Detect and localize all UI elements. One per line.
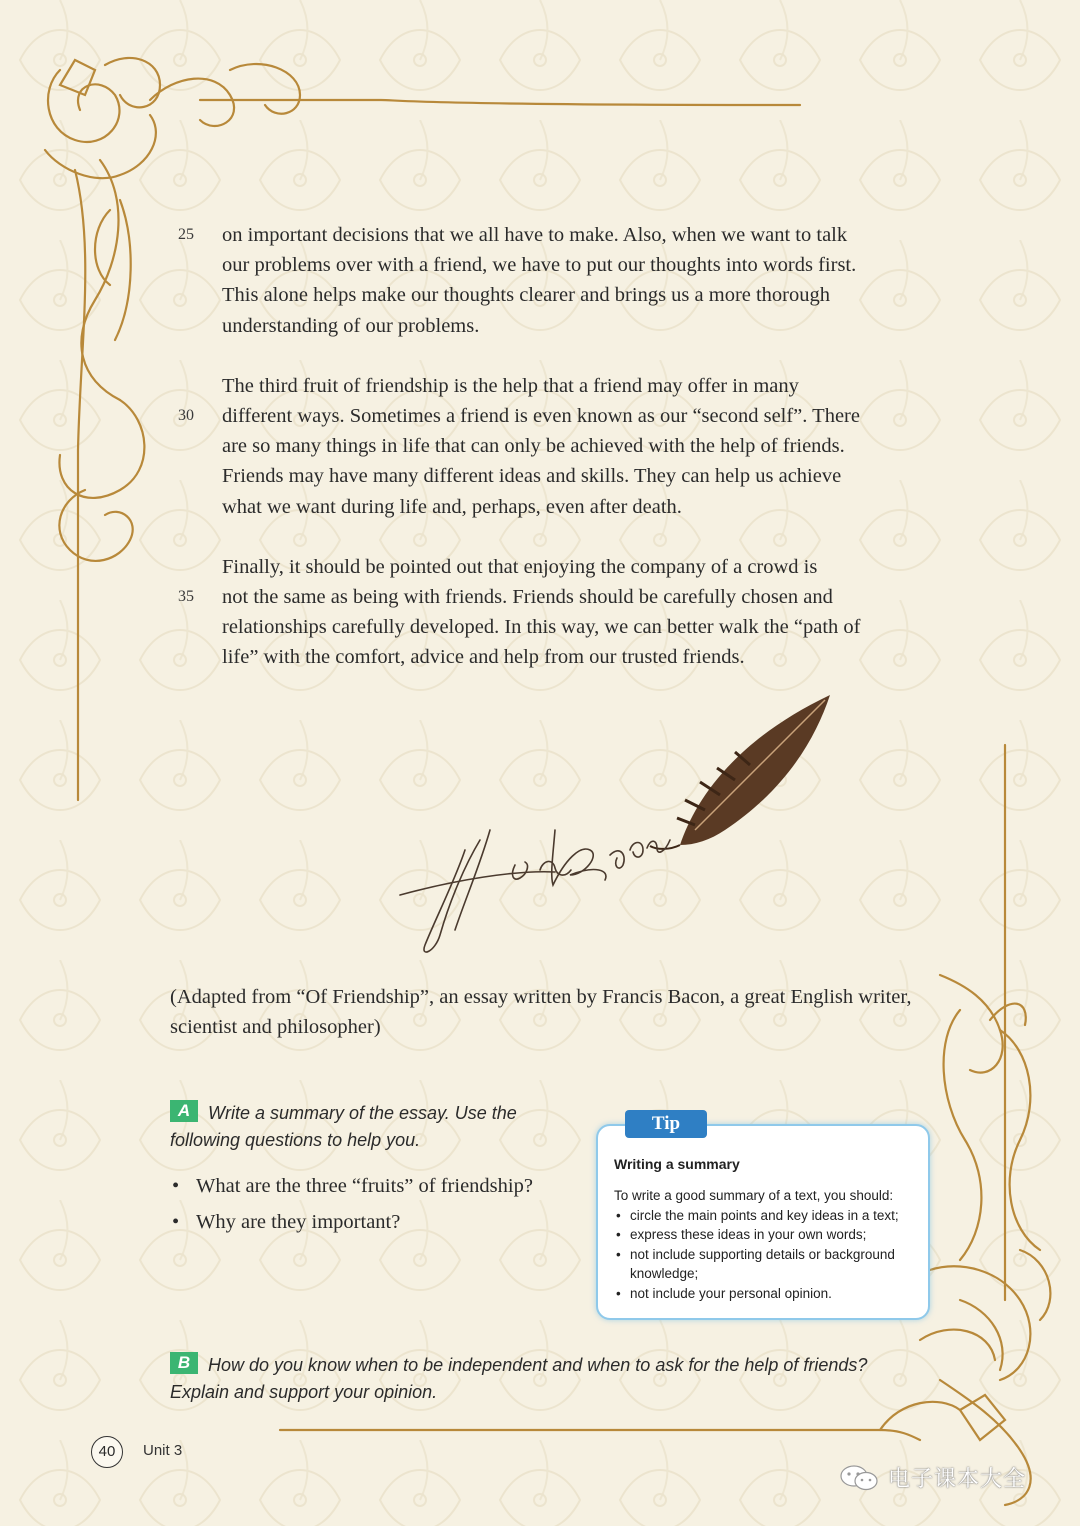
essay-line (170, 461, 930, 491)
task-a-questions (170, 1168, 590, 1240)
tip-item: • not include supporting details or background knowledge; (614, 1245, 919, 1284)
task-b-instruction: How do you know when to be independent and when to ask for the help of friends? Explain and support your opinion. (170, 1355, 868, 1402)
question-item: • Why are they important? (170, 1204, 590, 1240)
tip-item: • circle the main points and key ideas in a text; (614, 1206, 919, 1226)
line-text: what we want during life and, perhaps, even after death. (222, 495, 682, 518)
essay-line (170, 280, 930, 310)
essay-line (170, 612, 930, 642)
page-number: 40 (91, 1436, 123, 1468)
line-text: our problems over with a friend, we have to put our thoughts into words first. (222, 254, 857, 277)
essay-line (170, 401, 930, 431)
tip-intro: To write a good summary of a text, you should: (614, 1188, 894, 1203)
task-a-badge: A (170, 1100, 198, 1122)
essay-body (170, 220, 930, 702)
line-number: 35 (178, 587, 194, 605)
line-text: The third fruit of friendship is the help that a friend may offer in many (222, 374, 799, 397)
line-text: relationships carefully developed. In this way, we can better walk the “path of (222, 616, 861, 639)
essay-paragraph (170, 552, 930, 673)
tip-item: • express these ideas in your own words; (614, 1225, 919, 1245)
essay-line (170, 431, 930, 461)
tip-item: • not include your personal opinion. (614, 1284, 919, 1304)
task-a-instruction: Write a summary of the essay. Use the following questions to help you. (170, 1103, 517, 1150)
essay-line (170, 311, 930, 341)
essay-line (170, 582, 930, 612)
line-text: This alone helps make our thoughts clearer and brings us a more thorough (222, 284, 831, 307)
essay-line (170, 371, 930, 401)
line-text: Finally, it should be pointed out that enjoying the company of a crowd is (222, 555, 818, 578)
line-text: not the same as being with friends. Friends should be carefully chosen and (222, 585, 833, 608)
line-text: Friends may have many different ideas and skills. They can help us achieve (222, 465, 842, 488)
tip-box (596, 1124, 930, 1320)
task-a-instruction-wrap (170, 1100, 590, 1154)
line-text: are so many things in life that can only be achieved with the help of friends. (222, 435, 845, 458)
signature-graphic (395, 690, 845, 960)
quill-icon (650, 695, 830, 849)
essay-line (170, 642, 930, 672)
task-a (170, 1100, 590, 1240)
tip-list (614, 1206, 919, 1304)
watermark (838, 1462, 1026, 1493)
line-text: different ways. Sometimes a friend is even known as our “second self”. There (222, 404, 860, 427)
watermark-text: 电子课本大全 (888, 1467, 1027, 1492)
wechat-icon (838, 1463, 882, 1493)
essay-source: (Adapted from “Of Friendship”, an essay written by Francis Bacon, a great English writer, scientist and philosopher) (170, 986, 912, 1038)
tip-content (614, 1156, 919, 1303)
question-item: • What are the three “fruits” of friendship? (170, 1168, 590, 1204)
line-text: on important decisions that we all have to make. Also, when we want to talk (222, 224, 848, 246)
tip-heading: Writing a summary (614, 1156, 740, 1172)
tip-tab: Tip (625, 1110, 707, 1138)
essay-line (170, 552, 930, 582)
line-number: 30 (178, 406, 194, 424)
task-b (170, 1352, 930, 1406)
essay-line (170, 220, 930, 250)
line-text: understanding of our problems. (222, 314, 480, 337)
essay-paragraph (170, 220, 930, 341)
line-number: 25 (178, 226, 194, 243)
essay-line (170, 250, 930, 280)
essay-paragraph (170, 371, 930, 522)
task-b-badge: B (170, 1352, 198, 1374)
line-text: life” with the comfort, advice and help from our trusted friends. (222, 646, 745, 669)
unit-label: Unit 3 (143, 1442, 183, 1459)
essay-line (170, 492, 930, 522)
